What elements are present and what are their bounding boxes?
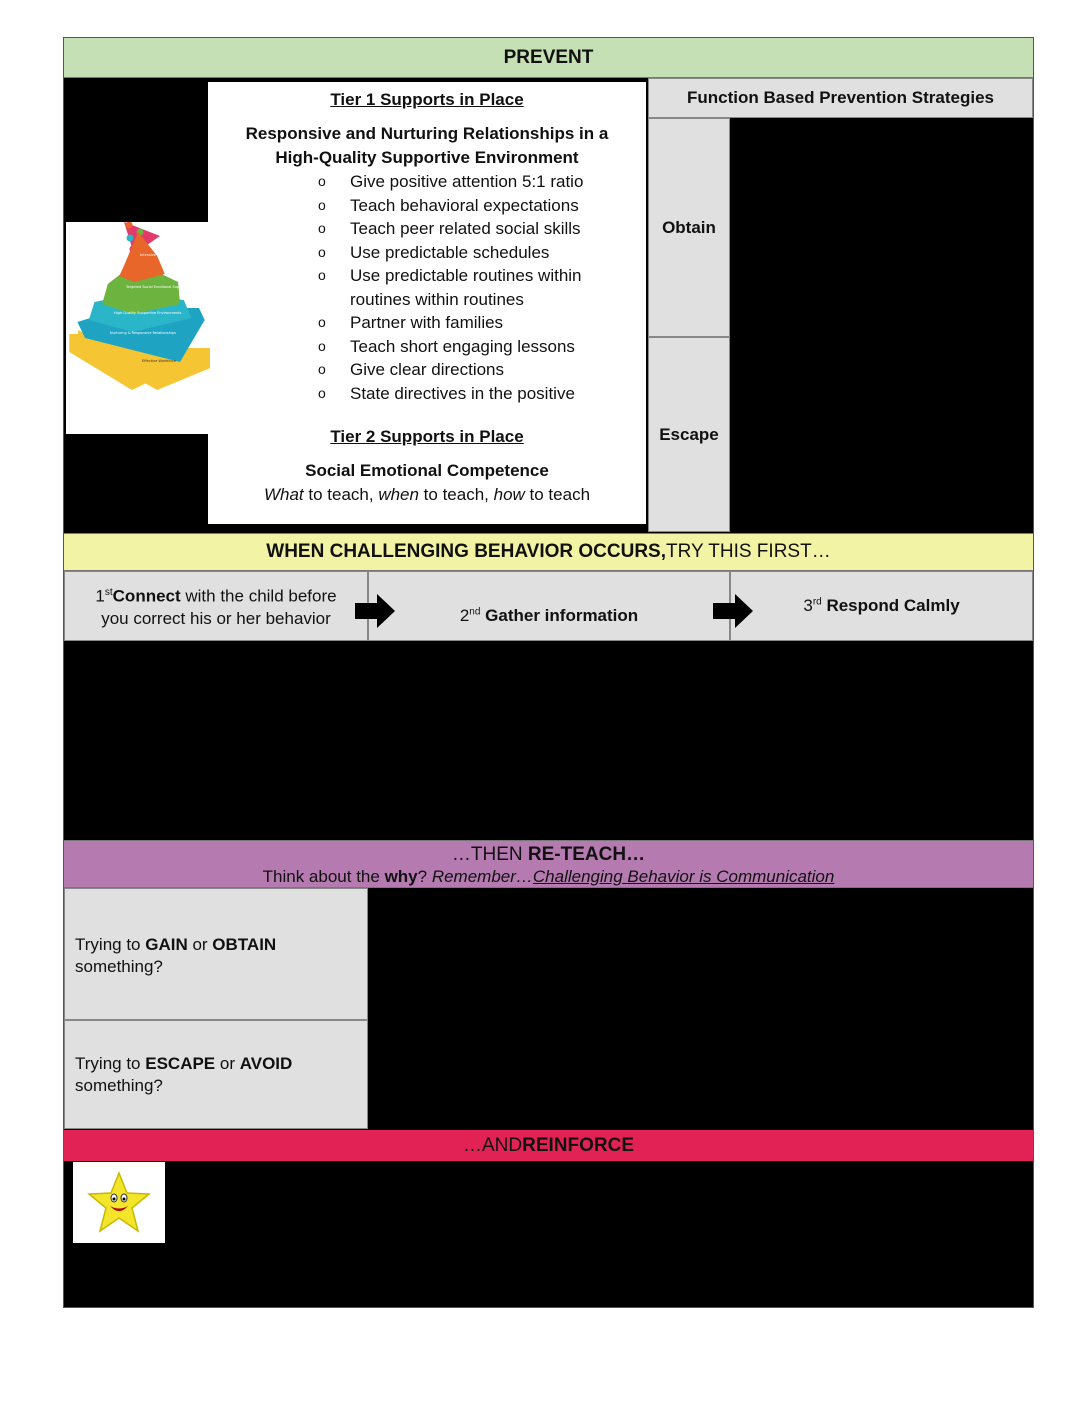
smiling-star-icon <box>87 1171 151 1235</box>
list-item: o Teach peer related social skills <box>318 217 646 241</box>
svg-text:Nurturing & Responsive Relatio: Nurturing & Responsive Relationships <box>110 331 176 335</box>
svg-text:Targeted Social Emotional Supp: Targeted Social Emotional Supports <box>126 285 189 289</box>
tier2-heading: Tier 2 Supports in Place <box>330 427 524 446</box>
arrow-right-icon <box>713 594 753 628</box>
tier1-list <box>208 170 646 405</box>
list-item: o Teach behavioral expectations <box>318 194 646 218</box>
trying-to-escape-cell: Trying to ESCAPE or AVOID something? <box>64 1020 368 1129</box>
svg-text:High-Quality Supportive Enviro: High-Quality Supportive Environments <box>114 311 182 315</box>
arrow-right-icon <box>355 594 395 628</box>
tier1-subheading-line2: High-Quality Supportive Environment <box>275 148 579 167</box>
function-strategies-header: Function Based Prevention Strategies <box>648 78 1033 118</box>
step-connect: 1stConnect with the child before you correct his or her behavior <box>64 571 368 641</box>
when-challenging-header: WHEN CHALLENGING BEHAVIOR OCCURS, TRY THIS FIRST… <box>64 533 1033 571</box>
list-item: o Use predictable schedules <box>318 241 646 265</box>
tier1-heading: Tier 1 Supports in Place <box>330 90 524 109</box>
function-escape-label: Escape <box>648 337 730 532</box>
svg-text:Intensive Intervention: Intensive Intervention <box>140 253 179 257</box>
reinforce-header: …AND REINFORCE <box>64 1130 1033 1161</box>
tier2-what-when-how: What to teach, when to teach, how to teach <box>263 485 591 504</box>
pyramid-icon <box>66 222 210 434</box>
star-image <box>73 1162 165 1243</box>
list-item: o Give positive attention 5:1 ratio <box>318 170 646 194</box>
list-item: o Give clear directions <box>318 358 646 382</box>
function-obtain-label: Obtain <box>648 118 730 337</box>
prevent-header <box>64 38 1033 78</box>
tier1-subheading-line1: Responsive and Nurturing Relationships in a <box>245 124 609 143</box>
list-item: o Use predictable routines within routines within routines <box>318 264 646 311</box>
tier-supports-panel <box>208 82 646 524</box>
trying-to-gain-cell: Trying to GAIN or OBTAIN something? <box>64 888 368 1020</box>
reteach-header: …THEN RE-TEACH… Think about the why? Remember…Challenging Behavior is Communication <box>64 840 1033 888</box>
svg-text:Effective Workforce: Effective Workforce <box>142 359 177 363</box>
prevent-title: PREVENT <box>503 46 594 68</box>
list-item: o State directives in the positive <box>318 382 646 406</box>
step-gather: 2nd Gather information <box>368 571 730 641</box>
pyramid-model-image <box>66 222 210 434</box>
step-respond: 3rd Respond Calmly <box>730 571 1033 641</box>
list-item: o Partner with families <box>318 311 646 335</box>
tier2-subheading: Social Emotional Competence <box>305 461 549 480</box>
list-item: o Teach short engaging lessons <box>318 335 646 359</box>
